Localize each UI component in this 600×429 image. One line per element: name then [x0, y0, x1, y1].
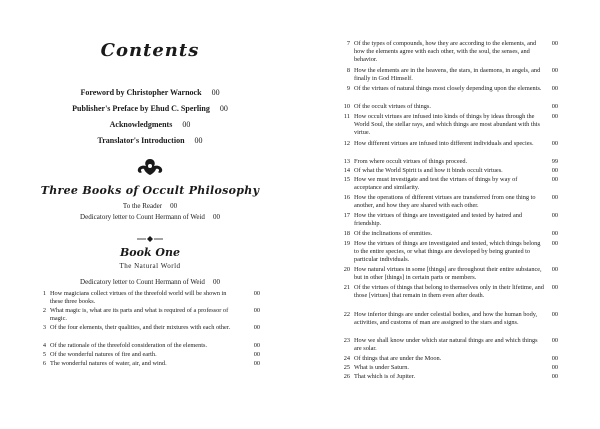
book-one-dedicatory-page: 00: [212, 278, 220, 286]
toc-number: 26: [343, 373, 350, 380]
to-reader-item: [0, 202, 300, 210]
toc-page: 00: [551, 85, 558, 92]
toc-page: 00: [551, 355, 558, 362]
toc-number: 3: [42, 324, 46, 331]
toc-number: 10: [343, 103, 350, 110]
toc-text: Of the inclinations of enmities.: [354, 230, 433, 237]
front-matter-page: 00: [219, 104, 228, 113]
toc-number: 11: [343, 113, 350, 120]
toc-text: How different virtues are infused into different individuals and species.: [354, 140, 534, 147]
toc-page: 00: [253, 290, 260, 297]
toc-number: 1: [42, 290, 46, 297]
front-matter-page: 00: [182, 120, 191, 129]
toc-number: 25: [343, 364, 350, 371]
toc-text: From where occult virtues of things proceed.: [354, 158, 468, 165]
toc-page: 00: [551, 266, 558, 273]
toc-page: 00: [551, 284, 558, 291]
toc-text: How we shall know under which star natural things are and which things are solar.: [354, 337, 538, 352]
toc-number: 24: [343, 355, 350, 362]
toc-number: 8: [346, 67, 350, 74]
books-title: Three Books of Occult Philosophy: [40, 184, 260, 197]
toc-text: How the virtues of things are investigated and tested, which things belong to the entire species, or what things are developed by being granted to particular individuals.: [354, 240, 541, 263]
toc-page: 00: [551, 337, 558, 344]
toc-number: 14: [343, 167, 350, 174]
front-matter-label: Translator's Introduction: [97, 136, 185, 145]
front-matter-page: 00: [211, 88, 220, 97]
toc-number: 12: [343, 140, 350, 147]
ornament-icon: [134, 157, 166, 177]
dedicatory-page: 00: [212, 213, 220, 221]
toc-text: How we must investigate and test the virtues of things by way of acceptance and similarity.: [354, 176, 518, 191]
toc-text: Of the occult virtues of things.: [354, 103, 431, 110]
front-matter-item: [0, 88, 300, 97]
front-matter-item: [0, 136, 300, 145]
toc-text: How the virtues of things are investigated and tested by hatred and friendship.: [354, 212, 523, 227]
toc-page: 00: [253, 342, 260, 349]
front-matter-label: Acknowledgments: [109, 120, 173, 129]
toc-number: 19: [343, 240, 350, 247]
toc-text: How magicians collect virtues of the threefold world will be shown in these three books.: [50, 290, 227, 305]
toc-text: How the elements are in the heavens, the stars, in daemons, in angels, and finally in God Himself.: [354, 67, 541, 82]
toc-text: Of the types of compounds, how they are according to the elements, and how the elements agree with each other, with the soul, the senses, and behavior.: [354, 40, 537, 63]
toc-text: Of what the World Spirit is and how it binds occult virtues.: [354, 167, 503, 174]
toc-page: 00: [253, 351, 260, 358]
toc-number: 18: [343, 230, 350, 237]
toc-number: 17: [343, 212, 350, 219]
book-one-dedicatory-item: [0, 278, 300, 286]
toc-page: 00: [253, 324, 260, 331]
toc-page: 00: [551, 240, 558, 247]
divider-ornament-icon: [137, 236, 163, 242]
toc-text: How occult virtues are infused into kinds of things by ideas through the World Soul, the stellar rays, and which things are most abundant with this virtue.: [354, 113, 540, 136]
toc-page: 00: [551, 113, 558, 120]
toc-number: 5: [42, 351, 46, 358]
toc-text: Of the virtues of things that belong to themselves only in their lifetime, and those [virtues] that remain in them even after death.: [354, 284, 544, 299]
toc-number: 9: [346, 85, 350, 92]
toc-page: 00: [551, 176, 558, 183]
front-matter-page: 00: [194, 136, 203, 145]
toc-page: 00: [551, 140, 558, 147]
toc-number: 16: [343, 194, 350, 201]
book-one-subtitle: The Natural World: [119, 262, 181, 270]
toc-number: 2: [42, 307, 46, 314]
toc-page: 00: [551, 167, 558, 174]
toc-number: 23: [343, 337, 350, 344]
toc-text: How natural virtues in some [things] are throughout their entire substance, but in other [things] in certain parts or members.: [354, 266, 542, 281]
toc-page: 00: [551, 40, 558, 47]
book-one-dedicatory-label: Dedicatory letter to Count Hermann of Weid: [80, 278, 205, 286]
toc-text: What magic is, what are its parts and what is required of a professor of magic.: [50, 307, 229, 322]
toc-page: 00: [551, 364, 558, 371]
front-matter-label: Foreword by Christopher Warnock: [80, 88, 202, 97]
front-matter-item: [0, 104, 300, 113]
toc-page: 00: [253, 360, 260, 367]
to-reader-label: To the Reader: [122, 202, 163, 210]
toc-page: 00: [551, 103, 558, 110]
toc-number: 22: [343, 311, 350, 318]
toc-text: That which is of Jupiter.: [354, 373, 416, 380]
dedicatory-label: Dedicatory letter to Count Hermann of Weid: [80, 213, 205, 221]
toc-number: 20: [343, 266, 350, 273]
toc-page: 99: [551, 158, 558, 165]
toc-number: 7: [346, 40, 350, 47]
toc-text: What is under Saturn.: [354, 364, 409, 371]
front-matter-item: [0, 120, 300, 129]
dedicatory-item: [0, 213, 300, 221]
toc-number: 13: [343, 158, 350, 165]
toc-page: 00: [551, 311, 558, 318]
toc-page: 00: [551, 212, 558, 219]
contents-title: Contents: [100, 40, 200, 61]
toc-page: 00: [551, 230, 558, 237]
book-one-heading: Book One: [119, 246, 180, 259]
to-reader-page: 00: [170, 202, 178, 210]
toc-text: How the operations of different virtues are transferred from one thing to another, and how they are shared with each other.: [354, 194, 536, 209]
toc-text: Of the four elements, their qualities, and their mixtures with each other.: [50, 324, 231, 331]
toc-text: The wonderful natures of water, air, and wind.: [50, 360, 167, 367]
toc-number: 15: [343, 176, 350, 183]
toc-number: 4: [42, 342, 46, 349]
toc-text: Of the virtues of natural things most closely depending upon the elements.: [354, 85, 542, 92]
toc-page: 00: [551, 373, 558, 380]
front-matter-label: Publisher's Preface by Ehud C. Sperling: [72, 104, 210, 113]
toc-number: 21: [343, 284, 350, 291]
toc-number: 6: [42, 360, 46, 367]
toc-text: Of the rationale of the threefold consideration of the elements.: [50, 342, 208, 349]
toc-text: Of the wonderful natures of fire and earth.: [50, 351, 157, 358]
toc-text: How inferior things are under celestial bodies, and how the human body, activities, and customs of man are assigned to the stars and signs.: [354, 311, 538, 326]
toc-page: 00: [253, 307, 260, 314]
toc-text: Of things that are under the Moon.: [354, 355, 442, 362]
toc-page: 00: [551, 67, 558, 74]
toc-page: 00: [551, 194, 558, 201]
